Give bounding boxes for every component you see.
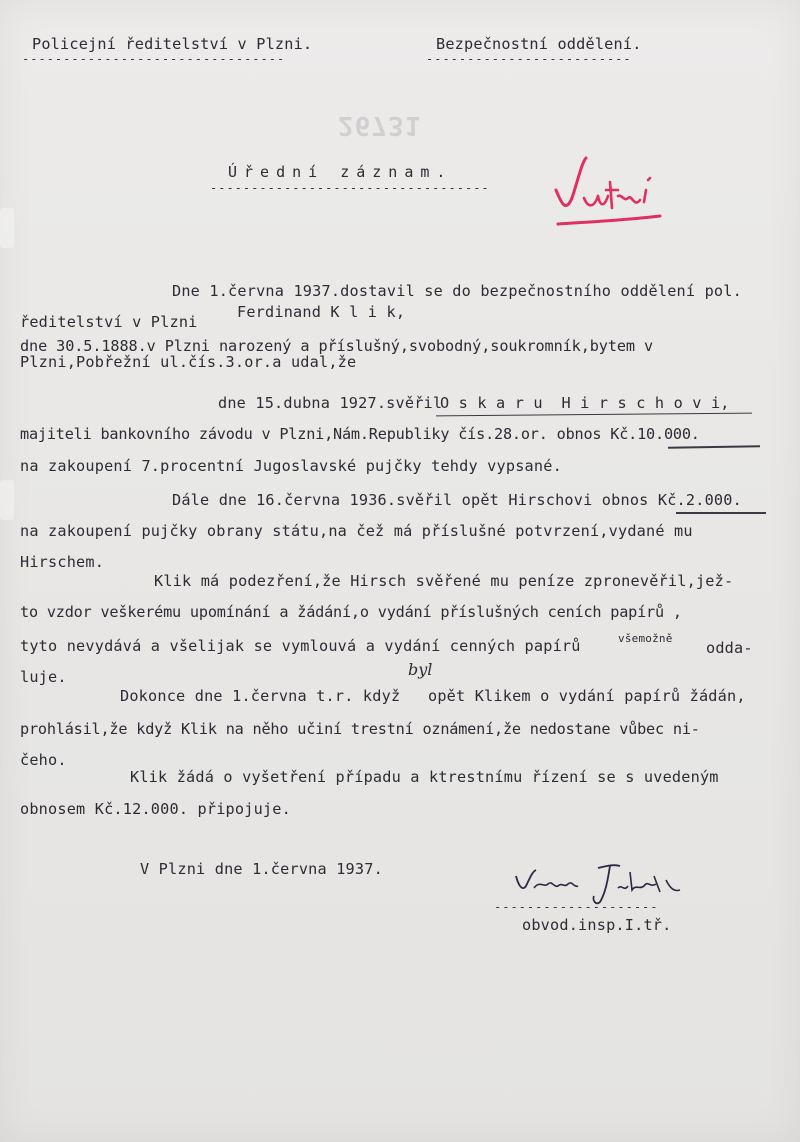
body-line-1: Dne 1.června 1937.dostavil se do bezpečnostního oddělení pol. (172, 282, 742, 300)
body-line-14: luje. (20, 668, 67, 686)
registry-stamp: 26731 (338, 110, 422, 140)
body-line-5: dne 15.dubna 1927.svěřil (218, 394, 443, 412)
body-line-3: dne 30.5.1888.v Plzni narozený a příslušný,svobodný,soukromník,bytem v (20, 337, 654, 355)
signature-rule: -------------------- (494, 900, 659, 914)
body-line-2: ředitelství v Plzni (20, 313, 198, 331)
body-line-7: na zakoupení 7.procentní Jugoslavské pujčky tehdy vypsané. (20, 457, 562, 475)
inserted-word: všemožně (618, 632, 673, 645)
margin-hole (0, 480, 14, 520)
margin-hole (0, 208, 14, 248)
body-line-17: čeho. (20, 751, 67, 769)
body-line-4: Plzni,Pobřežní ul.čís.3.or.a udal,že (20, 353, 357, 371)
name-underline (436, 413, 752, 417)
header-right: Bezpečnostní oddělení. (436, 35, 642, 53)
signatory-title: obvod.insp.I.tř. (522, 916, 672, 934)
body-line-13-end: odda- (706, 639, 753, 657)
body-line-13: tyto nevydává a všelijak se vymlouvá a vydání cenných papírů (20, 637, 581, 655)
header-left: Policejní ředitelství v Plzni. (32, 35, 313, 53)
header-left-rule: -------------------------------- (22, 52, 286, 66)
amount-underline (668, 445, 760, 449)
header-right-rule: ------------------------- (426, 52, 632, 66)
place-date: V Plzni dne 1.června 1937. (140, 860, 383, 878)
red-annotation (548, 150, 668, 230)
body-line-15: Dokonce dne 1.června t.r. když (120, 687, 401, 705)
body-line-11: Klik má podezření,že Hirsch svěřené mu peníze zpronevěřil,jež- (154, 572, 734, 590)
body-line-6: majiteli bankovního závodu v Plzni,Nám.Republiky čís.28.or. obnos Kč.10.000. (20, 425, 700, 443)
amount-underline (676, 512, 766, 514)
body-line-9: na zakoupení pujčky obrany státu,na čež má příslušné potvrzení,vydané mu (20, 522, 693, 540)
title-rule: ---------------------------------- (210, 181, 490, 195)
body-line-19: obnosem Kč.12.000. připojuje. (20, 800, 291, 818)
body-line-10: Hirschem. (20, 553, 105, 571)
document-title: Úřední záznam. (228, 163, 453, 181)
body-line-12: to vzdor veškerému upomínání a žádání,o vydání příslušných ceních papírů , (20, 603, 682, 621)
person-name: Ferdinand K l i k, (237, 303, 406, 321)
body-line-8: Dále dne 16.června 1936.svěřil opět Hirschovi obnos Kč.2.000. (172, 491, 742, 509)
body-line-15-end: opět Klikem o vydání papírů žádán, (428, 687, 746, 705)
body-line-18: Klik žádá o vyšetření případu a ktrestnímu řízení se s uvedeným (130, 768, 719, 786)
recipient-name: O s k a r u H i r s c h o v i, (440, 394, 730, 412)
handwritten-insertion: byl (408, 660, 433, 679)
body-line-16: prohlásil,že když Klik na něho učiní trestní oznámení,že nedostane vůbec ni- (20, 720, 700, 738)
